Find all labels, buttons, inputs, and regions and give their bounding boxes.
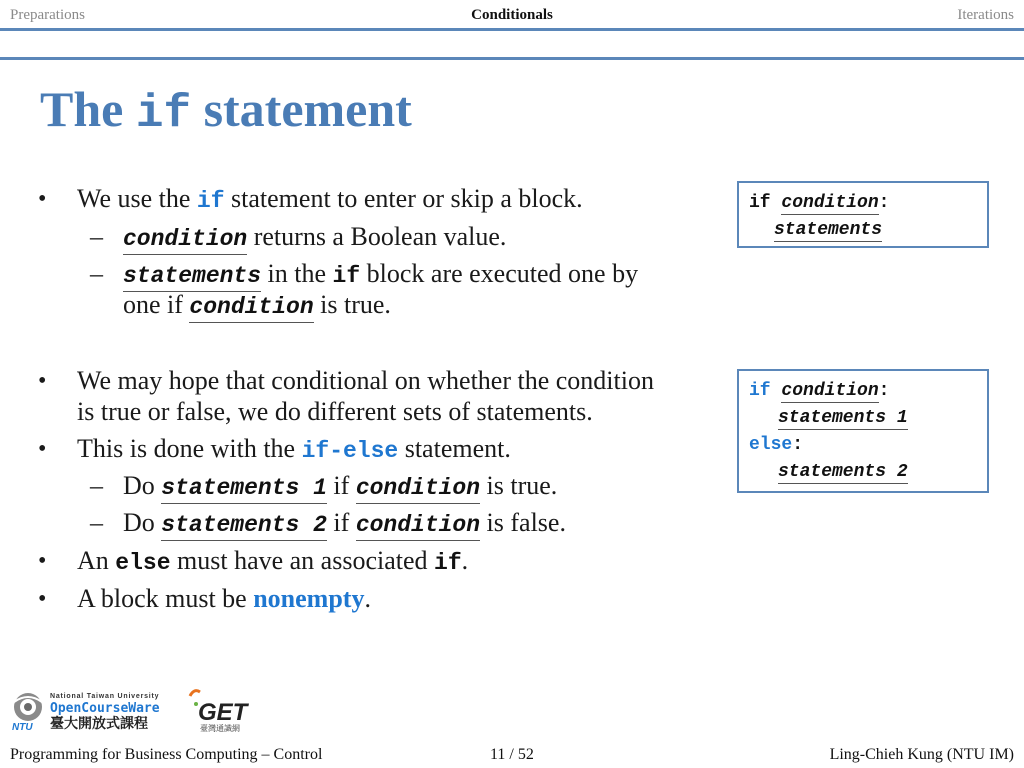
code-placeholder-statements-2: statements 2 xyxy=(778,462,908,482)
sub-bullet-statements-cont: one if condition is true. xyxy=(123,290,391,322)
code-line-statements-2 xyxy=(778,461,908,483)
footer-page-number: 11 / 52 xyxy=(490,746,534,763)
get-swoosh-icon xyxy=(190,691,200,696)
placeholder-statements-2: statements 2 xyxy=(161,512,327,541)
get-chinese-label: 臺灣通識網 xyxy=(200,724,240,733)
placeholder-condition: condition xyxy=(123,226,247,255)
code-placeholder-condition: condition xyxy=(781,381,879,401)
sub-bullet-marker: – xyxy=(90,222,103,251)
bullet-if-statement: We use the if statement to enter or skip a block. xyxy=(77,184,583,214)
title-code: if xyxy=(135,88,192,140)
placeholder-condition: condition xyxy=(356,475,480,504)
code-line-else: else: xyxy=(749,435,804,455)
sub-bullet-statements: statements in the if block are executed one by xyxy=(123,259,638,291)
bullet-marker: • xyxy=(38,436,47,462)
bullet-else-if: An else must have an associated if. xyxy=(77,546,469,576)
sub-bullet-marker: – xyxy=(90,508,103,537)
emphasis-nonempty: nonempty xyxy=(253,584,365,613)
code-placeholder-statements-1: statements 1 xyxy=(778,408,908,428)
nav-prev-section[interactable]: Preparations xyxy=(10,7,85,23)
ntu-ocw-chinese-label: 臺大開放式課程 xyxy=(50,716,148,732)
ntu-emblem-icon xyxy=(14,693,42,721)
nav-current-section[interactable]: Conditionals xyxy=(471,7,553,23)
sub-bullet-marker: – xyxy=(90,471,103,500)
sub-bullet-statements-1: Do statements 1 if condition is true. xyxy=(123,471,557,503)
sub-bullet-marker: – xyxy=(90,259,103,288)
bullet-different-sets-1: We may hope that conditional on whether the condition xyxy=(77,366,654,395)
bullet-marker: • xyxy=(38,368,47,394)
placeholder-statements: statements xyxy=(123,263,261,292)
code-keyword-else: else xyxy=(749,435,793,455)
keyword-if-else: if-else xyxy=(301,438,399,464)
keyword-else: else xyxy=(115,550,171,576)
bullet-nonempty: A block must be nonempty. xyxy=(77,584,371,613)
title-pre: The xyxy=(40,81,124,137)
get-mark: GET xyxy=(198,699,248,726)
sub-bullet-condition: condition returns a Boolean value. xyxy=(123,222,506,254)
placeholder-condition: condition xyxy=(356,512,480,541)
slide-title xyxy=(40,80,412,140)
placeholder-statements-1: statements 1 xyxy=(161,475,327,504)
bullet-marker: • xyxy=(38,586,47,612)
top-navigation xyxy=(0,0,1024,30)
code-line-if: if condition: xyxy=(749,381,890,401)
bullet-if-else: This is done with the if-else statement. xyxy=(77,434,511,464)
footer-course: Programming for Business Computing – Control xyxy=(10,746,323,763)
bullet-marker: • xyxy=(38,186,47,212)
code-placeholder-statements: statements xyxy=(774,220,883,240)
footer xyxy=(0,740,1024,768)
header-rule-top xyxy=(0,28,1024,31)
code-box-if-else xyxy=(737,369,989,493)
ntu-mark: NTU xyxy=(12,722,33,732)
ntu-name: National Taiwan University xyxy=(50,693,160,700)
code-box-if xyxy=(737,181,989,248)
footer-author: Ling-Chieh Kung (NTU IM) xyxy=(829,746,1014,763)
code-line-statements-1 xyxy=(778,407,908,429)
keyword-if: if xyxy=(434,550,462,576)
title-post: statement xyxy=(203,81,412,137)
get-logo xyxy=(186,686,250,734)
keyword-if: if xyxy=(196,188,225,214)
opencourseware-label: OpenCourseWare xyxy=(50,701,160,716)
header-rule-bottom xyxy=(0,57,1024,60)
nav-next-section[interactable]: Iterations xyxy=(957,7,1014,23)
code-keyword-if: if xyxy=(749,381,771,401)
ntu-opencourseware-logo xyxy=(8,690,178,732)
code-line-statements xyxy=(774,219,882,241)
code-placeholder-condition: condition xyxy=(781,193,879,213)
sub-bullet-statements-2: Do statements 2 if condition is false. xyxy=(123,508,566,540)
bullet-marker: • xyxy=(38,548,47,574)
bullet-different-sets-2: is true or false, we do different sets of statements. xyxy=(77,397,593,426)
code-keyword-if: if xyxy=(749,193,771,213)
keyword-if: if xyxy=(332,263,361,289)
code-line-if: if condition: xyxy=(749,193,890,213)
placeholder-condition: condition xyxy=(189,294,313,323)
